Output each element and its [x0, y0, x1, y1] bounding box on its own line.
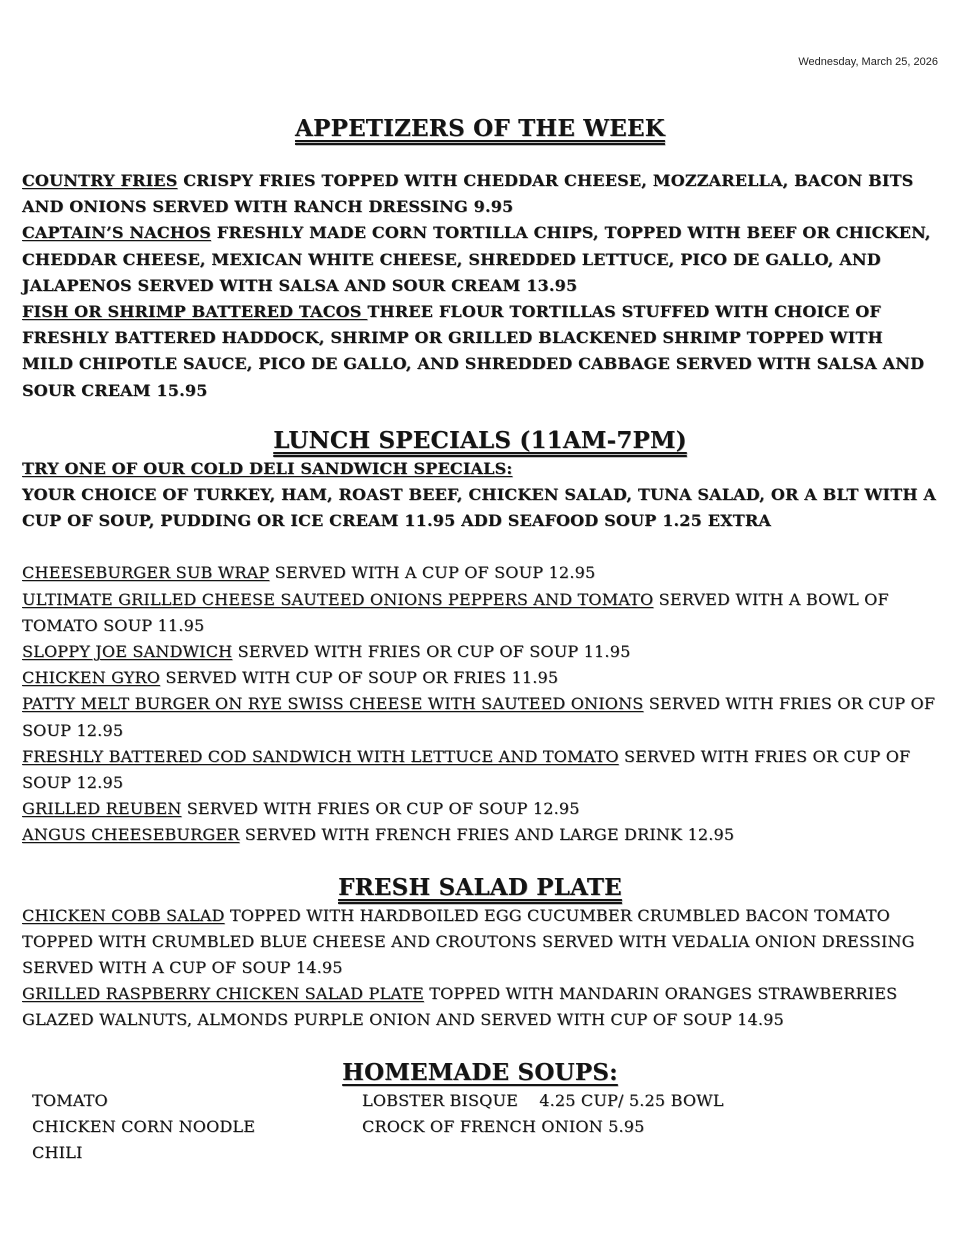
- soups-list: [22, 1088, 938, 1167]
- menu-item-country-fries: [22, 168, 938, 220]
- menu-item-captains-nachos: [22, 220, 938, 299]
- menu-item-chicken-gyro: [22, 665, 938, 691]
- item-name: CHEESEBURGER SUB WRAP: [22, 563, 270, 583]
- item-name: PATTY MELT BURGER ON RYE SWISS CHEESE WITH SAUTEED ONIONS: [22, 694, 644, 714]
- soups-right-column: [362, 1088, 948, 1167]
- item-name: ULTIMATE GRILLED CHEESE SAUTEED ONIONS PEPPERS AND TOMATO: [22, 589, 654, 609]
- item-description: SERVED WITH FRIES OR CUP OF SOUP 12.95: [181, 799, 580, 819]
- menu-item-sub-wrap: [22, 560, 938, 586]
- soup-item: CHILI: [32, 1143, 83, 1163]
- menu-item-grilled-reuben: [22, 796, 938, 822]
- soup-item: TOMATO: [32, 1090, 108, 1110]
- item-description: TOPPED WITH HARDBOILED EGG CUCUMBER CRUMBLED BACON TOMATO TOPPED WITH CRUMBLED BLUE CHEESE AND CROUTONS SERVED WITH VEDALIA ONION DRESSING SERVED WITH A CUP OF SOUP 14.95: [22, 905, 915, 978]
- item-name: GRILLED RASPBERRY CHICKEN SALAD PLATE: [22, 984, 424, 1004]
- salad-heading: FRESH SALAD PLATE: [338, 873, 622, 901]
- appetizers-heading: APPETIZERS OF THE WEEK: [295, 115, 665, 142]
- menu-item-grilled-cheese: [22, 587, 938, 639]
- spacer: [22, 534, 938, 560]
- soup-item: CHICKEN CORN NOODLE: [32, 1116, 256, 1136]
- soups-heading: HOMEMADE SOUPS:: [342, 1058, 618, 1086]
- menu-item-angus-cheeseburger: [22, 822, 938, 848]
- menu-item-cobb-salad: [22, 903, 938, 982]
- deli-subheading: TRY ONE OF OUR COLD DELI SANDWICH SPECIALS:: [22, 458, 513, 478]
- menu-item-raspberry-salad: [22, 981, 938, 1033]
- menu-content: [22, 112, 938, 1166]
- menu-item-cod-sandwich: [22, 744, 938, 796]
- item-name: ANGUS CHEESEBURGER: [22, 825, 240, 845]
- item-description: FRESHLY MADE CORN TORTILLA CHIPS, TOPPED WITH BEEF OR CHICKEN, CHEDDAR CHEESE, MEXICAN WHITE CHEESE, SHREDDED LETTUCE, PICO DE GALLO, AND JALAPENOS SERVED WITH SALSA AND SOUR CREAM 13.95: [22, 223, 931, 295]
- soups-left-column: [32, 1088, 362, 1167]
- item-description: SERVED WITH FRENCH FRIES AND LARGE DRINK 12.95: [239, 825, 735, 845]
- item-name: CHICKEN COBB SALAD: [22, 905, 225, 925]
- item-description: SERVED WITH FRIES OR CUP OF SOUP 11.95: [232, 642, 631, 662]
- item-name: FISH OR SHRIMP BATTERED TACOS: [22, 302, 368, 322]
- item-name: SLOPPY JOE SANDWICH: [22, 642, 233, 662]
- item-name: COUNTRY FRIES: [22, 171, 178, 190]
- item-name: FRESHLY BATTERED COD SANDWICH WITH LETTUCE AND TOMATO: [22, 746, 619, 766]
- menu-item-patty-melt: [22, 691, 938, 743]
- menu-item-sloppy-joe: [22, 639, 938, 665]
- item-description: CRISPY FRIES TOPPED WITH CHEDDAR CHEESE, MOZZARELLA, BACON BITS AND ONIONS SERVED WITH RANCH DRESSING 9.95: [22, 171, 914, 217]
- soup-item: CROCK OF FRENCH ONION 5.95: [362, 1116, 645, 1136]
- item-description: THREE FLOUR TORTILLAS STUFFED WITH CHOICE OF FRESHLY BATTERED HADDOCK, SHRIMP OR GRILLED BLACKENED SHRIMP TOPPED WITH MILD CHIPOTLE SAUCE, PICO DE GALLO, AND SHREDDED CABBAGE SERVED WITH SALSA AND SOUR CREAM 15.95: [22, 302, 925, 400]
- item-description: SERVED WITH A BOWL OF TOMATO SOUP 11.95: [22, 589, 889, 635]
- deli-description: YOUR CHOICE OF TURKEY, HAM, ROAST BEEF, CHICKEN SALAD, TUNA SALAD, OR A BLT WITH A CUP OF SOUP, PUDDING OR ICE CREAM 11.95 ADD SEAFOOD SOUP 1.25 EXTRA: [22, 485, 937, 531]
- item-description: SERVED WITH CUP OF SOUP OR FRIES 11.95: [160, 668, 559, 688]
- item-description: SERVED WITH A CUP OF SOUP 12.95: [269, 563, 596, 583]
- lunch-specials-heading: LUNCH SPECIALS (11AM-7PM): [273, 426, 687, 454]
- item-description: SERVED WITH FRIES OR CUP OF SOUP 12.95: [22, 694, 936, 740]
- item-name: CAPTAIN’S NACHOS: [22, 223, 212, 243]
- menu-item-battered-tacos: [22, 299, 938, 404]
- item-description: SERVED WITH FRIES OR CUP OF SOUP 12.95: [22, 746, 911, 793]
- item-name: GRILLED REUBEN: [22, 799, 182, 819]
- print-date: Wednesday, March 25, 2026: [798, 56, 938, 68]
- item-name: CHICKEN GYRO: [22, 668, 161, 688]
- item-description: TOPPED WITH MANDARIN ORANGES STRAWBERRIES GLAZED WALNUTS, ALMONDS PURPLE ONION AND SERVED WITH CUP OF SOUP 14.95: [22, 984, 898, 1030]
- soup-item: LOBSTER BISQUE 4.25 CUP/ 5.25 BOWL: [362, 1090, 724, 1110]
